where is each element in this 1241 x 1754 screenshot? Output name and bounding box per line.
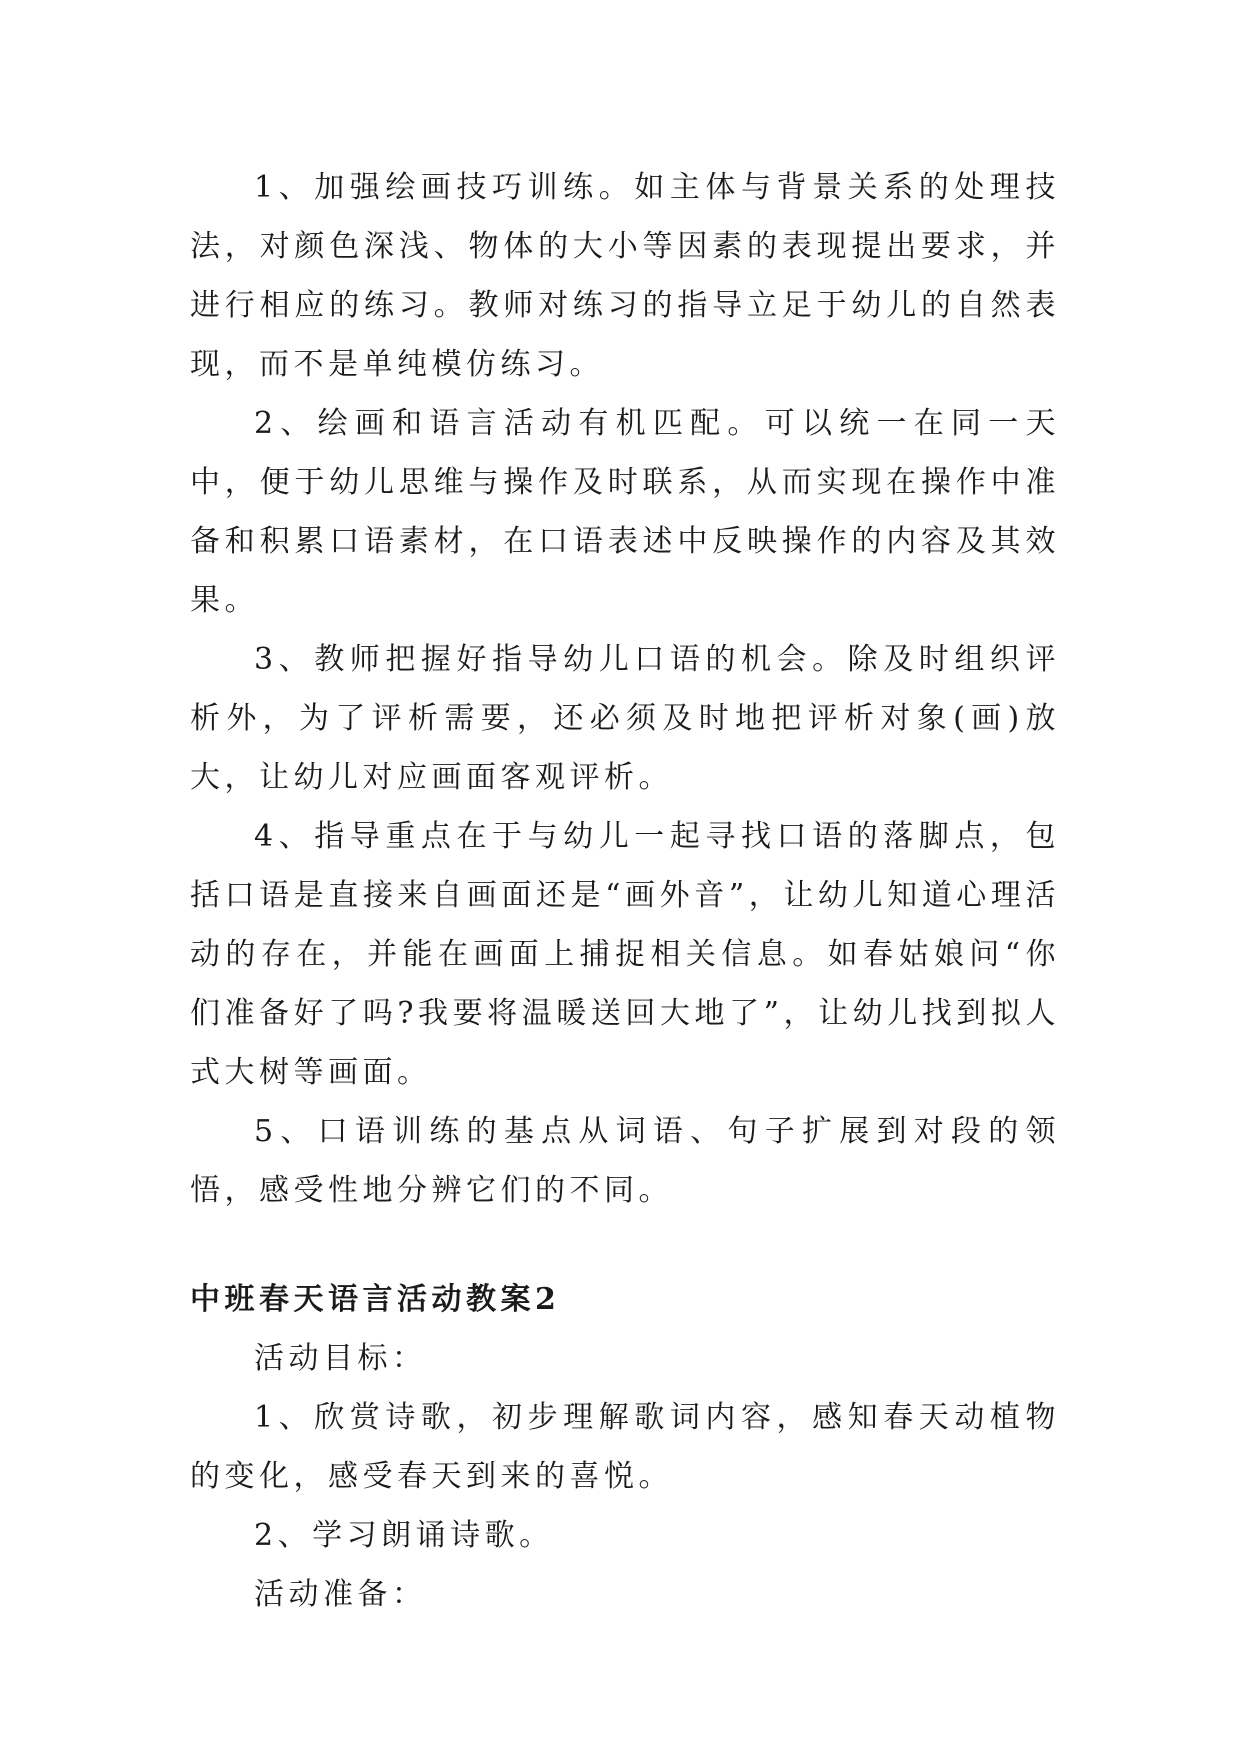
paragraph-2: 2、绘画和语言活动有机匹配。可以统一在同一天中，便于幼儿思维与操作及时联系，从而实现在操作中准备和积累口语素材，在口语表述中反映操作的内容及其效果。 bbox=[190, 406, 1060, 618]
activity-prep-heading: 活动准备： bbox=[254, 1577, 427, 1612]
activity-goal-2: 2、学习朗诵诗歌。 bbox=[254, 1518, 554, 1553]
paragraph-1: 1、加强绘画技巧训练。如主体与背景关系的处理技法，对颜色深浅、物体的大小等因素的表现提出要求，并进行相应的练习。教师对练习的指导立足于幼儿的自然表现，而不是单纯模仿练习。 bbox=[190, 170, 1060, 382]
document-body bbox=[190, 158, 1060, 1624]
paragraph-3: 3、教师把握好指导幼儿口语的机会。除及时组织评析外，为了评析需要，还必须及时地把评析对象(画)放大，让幼儿对应画面客观评析。 bbox=[190, 642, 1060, 795]
paragraph-5: 5、口语训练的基点从词语、句子扩展到对段的领悟，感受性地分辨它们的不同。 bbox=[190, 1114, 1060, 1208]
section-title: 中班春天语言活动教案2 bbox=[190, 1282, 561, 1317]
paragraph-4: 4、指导重点在于与幼儿一起寻找口语的落脚点，包括口语是直接来自画面还是“画外音”，让幼儿知道心理活动的存在，并能在画面上捕捉相关信息。如春姑娘问“你们准备好了吗?我要将温暖送回大地了”，让幼儿找到拟人式大树等画面。 bbox=[190, 819, 1060, 1090]
activity-goals-heading: 活动目标： bbox=[254, 1341, 427, 1376]
activity-goal-1: 1、欣赏诗歌，初步理解歌词内容，感知春天动植物的变化，感受春天到来的喜悦。 bbox=[190, 1400, 1060, 1494]
